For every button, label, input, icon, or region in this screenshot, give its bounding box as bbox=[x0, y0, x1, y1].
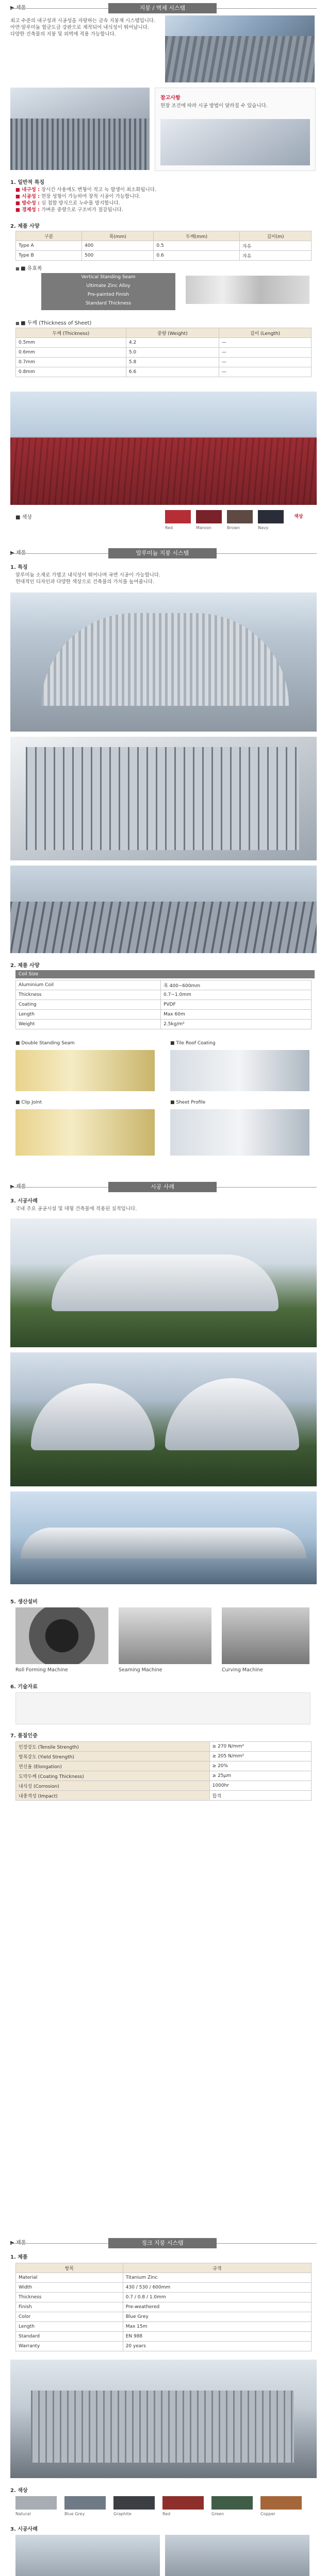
section-badge bbox=[10, 2238, 26, 2246]
stadium-photo bbox=[10, 1492, 317, 1584]
color-swatch-brown[interactable] bbox=[227, 510, 253, 523]
detail-caption-4: ■ Sheet Profile bbox=[170, 1100, 206, 1105]
width-title: ■ ■ 유효폭 bbox=[15, 264, 42, 272]
spec-title: 2. 제품 사양 bbox=[10, 224, 40, 229]
section-zinc bbox=[0, 2236, 327, 2576]
zinc-case-photo-2 bbox=[165, 2535, 309, 2576]
zinc-roof-image bbox=[31, 2391, 294, 2463]
machine-photo-1 bbox=[119, 1607, 211, 1664]
detail-drawing-3 bbox=[15, 1109, 155, 1156]
tech-drawing bbox=[15, 1692, 310, 1724]
cases-text: 국내 주요 공공시설 및 대형 건축물에 적용된 실적입니다. bbox=[15, 1206, 137, 1212]
feature-text: 알루미늄 소재로 가볍고 내식성이 뛰어나며 곡면 시공이 가능합니다. 현대적인 디자인과 다양한 색상으로 건축물의 가치를 높여줍니다. bbox=[15, 572, 161, 585]
section-facility bbox=[0, 1597, 327, 1958]
zinc-case-photo-1 bbox=[15, 2535, 160, 2576]
zinc-building-photo bbox=[10, 2360, 317, 2478]
color-swatch-red[interactable] bbox=[165, 510, 191, 523]
roof-seams-image bbox=[165, 36, 315, 82]
dome-roof-image bbox=[52, 1255, 279, 1311]
color-swatch-maroon[interactable] bbox=[196, 510, 222, 523]
swatch-caption: ■ 색상 bbox=[15, 515, 32, 520]
hero-photo-top bbox=[165, 15, 315, 82]
roof-seam-lines bbox=[10, 438, 317, 505]
red-roof-photo bbox=[10, 392, 317, 505]
zinc-swatch-red[interactable] bbox=[162, 2496, 204, 2510]
spec-table: 구분 폭(mm) 두께(mm) 길이(m) Type A 400 0.5 자유 Type B 500 0.6 자유 bbox=[15, 231, 312, 261]
tech-title: 6. 기술자료 bbox=[10, 1684, 38, 1690]
dome-right-image bbox=[165, 1378, 299, 1450]
roof-image bbox=[10, 902, 317, 953]
width-box: Vertical Standing Seam Ultimate Zinc Alloy Pre-painted Finish Standard Thickness bbox=[41, 273, 175, 310]
zinc-swatch-graphite[interactable] bbox=[113, 2496, 155, 2510]
dome-left-image bbox=[31, 1383, 155, 1450]
color-swatch-navy[interactable] bbox=[258, 510, 284, 523]
cert-title: 7. 품질인증 bbox=[10, 1733, 38, 1739]
machine-photo-2 bbox=[222, 1607, 309, 1664]
detail-drawing-4 bbox=[170, 1109, 309, 1156]
profile-drawing bbox=[186, 276, 309, 304]
cases-title: 3. 시공사례 bbox=[10, 1198, 38, 1204]
dome-photo-1 bbox=[10, 1218, 317, 1347]
note-box bbox=[155, 88, 316, 171]
note-label: 참고사항 bbox=[160, 95, 181, 101]
facade-panels-image bbox=[26, 747, 299, 850]
curved-roof-photo bbox=[10, 592, 317, 732]
thickness-table: 두께 (Thickness) 중량 (Weight) 길이 (Length) 0.5mm 4.2 — 0.6mm 5.0 — 0.7mm 5.8 — 0.8mm 6.6 — bbox=[15, 328, 312, 377]
section-badge bbox=[10, 3, 26, 11]
detail-drawing-1 bbox=[15, 1050, 155, 1091]
property-table: 인장강도 (Tensile Strength) ≥ 270 N/mm² 항복강도 (Yield Strength) ≥ 205 N/mm² 연신율 (Elongation) ≥ 20% 도막두께 (Coating Thickness) ≥ 25μm 내식성 (Corrosion) 1000hr 내충격성 (Impact) 합격 bbox=[15, 1741, 312, 1801]
facility-list: Roll Forming Machine Seaming Machine Curving Machine bbox=[15, 1667, 263, 1673]
zinc-swatch-bluegrey[interactable] bbox=[64, 2496, 106, 2510]
building-photo bbox=[10, 866, 317, 953]
coil-photo bbox=[15, 1607, 108, 1664]
stadium-roof-image bbox=[21, 1528, 306, 1558]
section-badge bbox=[10, 548, 26, 556]
facility-title: 5. 생산설비 bbox=[10, 1599, 38, 1605]
section-badge bbox=[10, 1182, 26, 1190]
zinc-product-title: 1. 제품 bbox=[10, 2255, 28, 2260]
spec-table: Aluminium Coil 폭 400~600mm Thickness 0.7~1.0mm Coating PVDF Length Max 60m Weight 2.5kg/m² bbox=[15, 980, 312, 1029]
section-header: 지붕 / 벽체 시스템 bbox=[108, 3, 217, 13]
color-label: 색상 bbox=[294, 514, 303, 519]
detail-caption-3: ■ Clip Joint bbox=[15, 1100, 42, 1105]
section-header: 시공 사례 bbox=[108, 1182, 217, 1192]
spec-head: Coil Size bbox=[15, 970, 315, 978]
zinc-spec-table: 항목 규격 Material Titanium Zinc Width 430 / 530 / 600mm Thickness 0.7 / 0.8 / 1.0mm Finish Pre-weathered Color Blue Grey Length Max 15m Standard EN 988 Warranty 20 years bbox=[15, 2263, 312, 2351]
project-photo-1 bbox=[10, 88, 150, 170]
zinc-swatch-names: Natural Blue Grey Graphite Red Green Copper bbox=[15, 2512, 275, 2516]
section-header: 징크 지붕 시스템 bbox=[108, 2238, 217, 2248]
feature-list: ■ 내구성 : 장시간 사용에도 변형이 적고 녹 발생이 최소화됩니다. ■ 시공성 : 현장 성형이 가능하여 장척 시공이 가능합니다. ■ 방수성 : 심 접합 방식으로 누수를 방지합니다. ■ 경제성 : 가벼운 중량으로 구조비가 절감됩니다. bbox=[15, 187, 156, 213]
detail-caption-2: ■ Tile Roof Coating bbox=[170, 1041, 216, 1046]
curved-roof-image bbox=[41, 613, 289, 706]
zinc-swatch-copper[interactable] bbox=[260, 2496, 302, 2510]
spec-title: 2. 제품 사양 bbox=[10, 963, 40, 969]
zinc-swatch-natural[interactable] bbox=[15, 2496, 57, 2510]
intro-text: 최고 수준의 내구성과 시공성을 자랑하는 금속 지붕재 시스템입니다. 아연·알루미늄 합금도금 강판으로 제작되어 내식성이 뛰어납니다. 다양한 건축물의 지붕 및 외벽에 적용 가능합니다. bbox=[10, 18, 156, 37]
note-photo bbox=[160, 119, 310, 165]
zinc-cases-title: 3. 시공사례 bbox=[10, 2527, 38, 2532]
thickness-title: ■ ■ 두께 (Thickness of Sheet) bbox=[15, 318, 91, 326]
section-standing-seam bbox=[0, 0, 327, 536]
facade-photo bbox=[10, 737, 317, 860]
feature-title: 1. 특징 bbox=[10, 565, 28, 570]
roof-image bbox=[10, 118, 150, 170]
detail-drawing-2 bbox=[170, 1050, 309, 1091]
zinc-color-title: 2. 색상 bbox=[10, 2488, 28, 2494]
section-header: 알루미늄 지붕 시스템 bbox=[108, 548, 217, 558]
zinc-swatch-green[interactable] bbox=[211, 2496, 253, 2510]
dome-photo-2 bbox=[10, 1352, 317, 1486]
note-text: 현장 조건에 따라 시공 방법이 달라질 수 있습니다. bbox=[160, 103, 268, 109]
feature-title: 1. 일반적 특징 bbox=[10, 180, 45, 185]
detail-caption-1: ■ Double Standing Seam bbox=[15, 1041, 75, 1046]
swatch-names: Red Maroon Brown Navy bbox=[165, 526, 269, 530]
